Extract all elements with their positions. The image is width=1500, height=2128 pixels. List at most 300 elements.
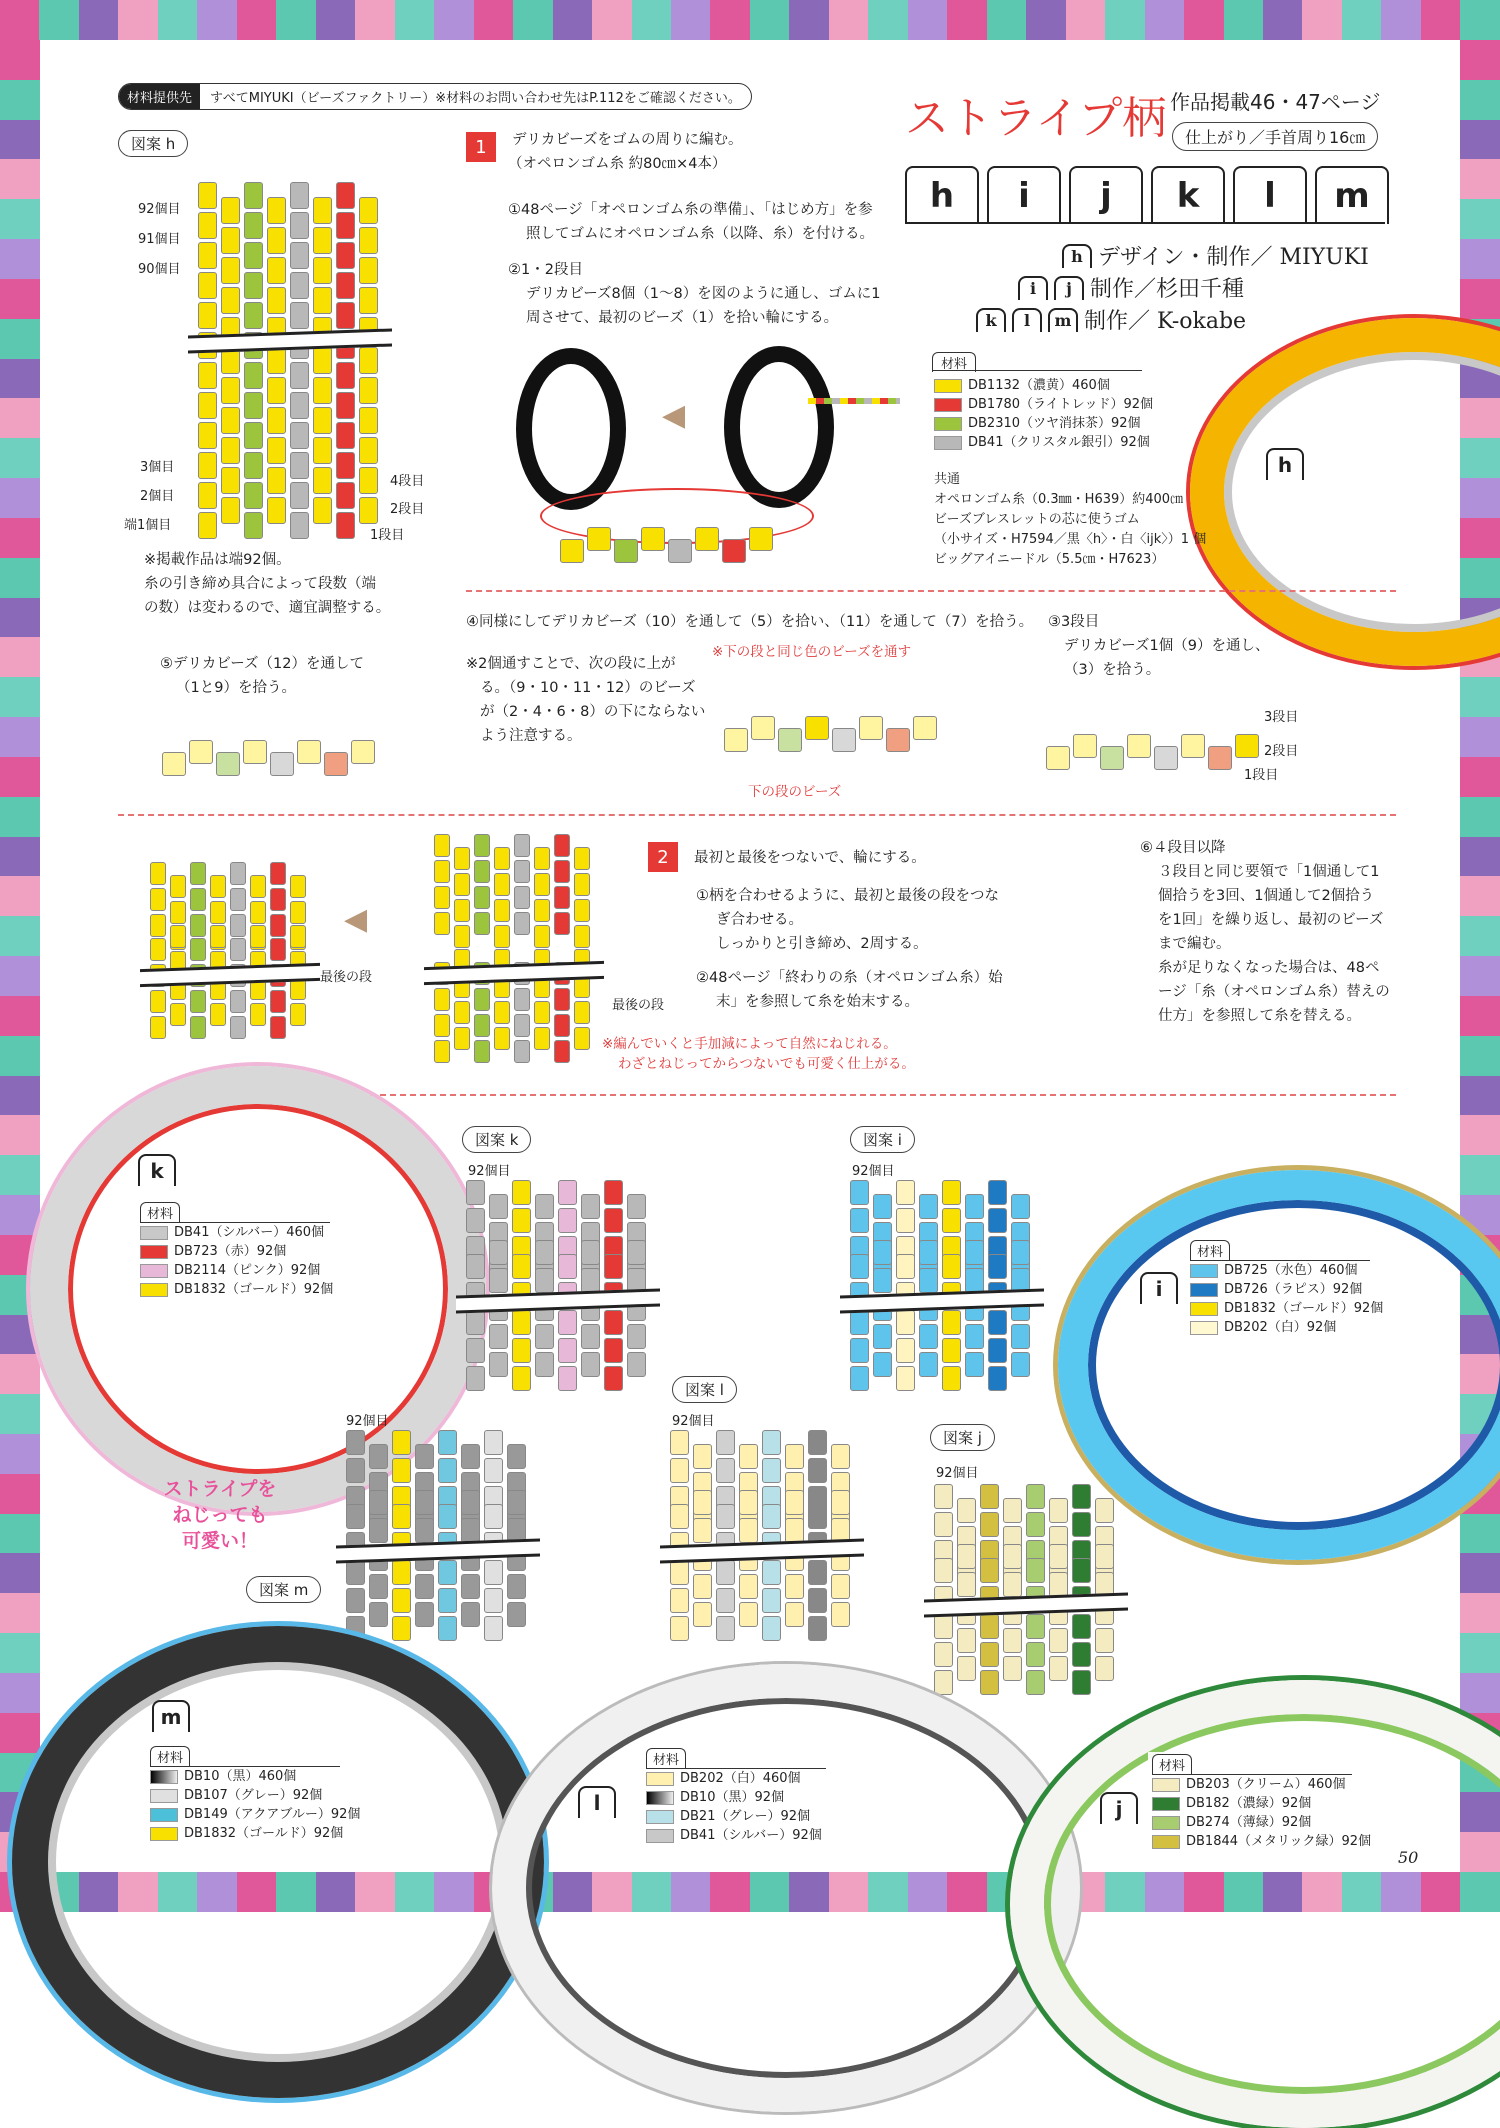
materials-l-label: 材料 (646, 1748, 686, 1768)
bead (359, 227, 378, 254)
border-tile (0, 518, 40, 558)
bracelet-k-label: k (138, 1154, 176, 1186)
bead (693, 1444, 712, 1469)
bead (1003, 1572, 1022, 1597)
bead (942, 1366, 961, 1391)
bead (554, 834, 570, 857)
border-tile (0, 1076, 40, 1116)
bead (762, 1560, 781, 1585)
bead (359, 407, 378, 434)
bead (244, 242, 263, 269)
bead (762, 1430, 781, 1455)
bead (210, 925, 226, 948)
bead (670, 1504, 689, 1529)
bead (919, 1352, 938, 1377)
border-tile (197, 0, 236, 40)
bead (574, 899, 590, 922)
border-tile (868, 0, 907, 40)
border-tile (1460, 1155, 1500, 1195)
bead (324, 752, 348, 776)
bead (346, 1588, 365, 1613)
variant-key: j (1069, 166, 1143, 224)
swatch-icon (934, 398, 962, 412)
join-diagram-2 (434, 834, 600, 1066)
bead (466, 1180, 485, 1205)
material-item: DB202（白）92個 (1190, 1318, 1383, 1337)
bead (290, 272, 309, 299)
bead (514, 988, 530, 1011)
bead (190, 914, 206, 937)
row-label: 92個目 (138, 202, 181, 217)
materials-m (146, 1744, 364, 1845)
bead (494, 925, 510, 948)
bead (221, 287, 240, 314)
bead (170, 901, 186, 924)
bead (512, 1366, 531, 1391)
bead (1100, 746, 1124, 770)
bead (290, 302, 309, 329)
bead (244, 182, 263, 209)
step-1-text: 照してゴムにオペロンゴム糸（以降、糸）を付ける。 (526, 226, 874, 242)
arrow-left-icon: ◀ (662, 398, 686, 433)
common-item: オペロンゴム糸（0.3㎜・H639）約400㎝ (934, 492, 1184, 507)
bead (150, 938, 166, 961)
bead (438, 1560, 457, 1585)
step-1-text: デリカビーズ8個（1〜8）を図のように通し、ゴムに1 (526, 286, 881, 302)
bead (716, 1458, 735, 1483)
border-tile (908, 0, 947, 40)
bead (965, 1268, 984, 1293)
bead (507, 1444, 526, 1469)
bead (1049, 1498, 1068, 1523)
bead (415, 1574, 434, 1599)
bead (454, 873, 470, 896)
bead (434, 1040, 450, 1063)
row-label: 端1個目 (124, 518, 172, 533)
bead (1095, 1656, 1114, 1681)
row-label-right: 4段目 (390, 474, 425, 489)
bead (313, 227, 332, 254)
swatch-icon (934, 417, 962, 431)
pattern-m-grid (346, 1430, 536, 1644)
step-1-number: 1 (466, 132, 496, 162)
bead (270, 914, 286, 937)
bead (198, 302, 217, 329)
bead (1049, 1656, 1068, 1681)
pattern-i-grid (850, 1180, 1040, 1394)
step-6-text: ージ「糸（オペロンゴム糸）替えの (1158, 984, 1390, 1000)
pattern-m-label: 図案 m (246, 1576, 321, 1603)
bead (534, 873, 550, 896)
step-2-red-note: ※編んでいくと手加減によって自然にねじれる。 (602, 1036, 897, 1052)
variant-key: k (1151, 166, 1225, 224)
border-tile (0, 1036, 40, 1076)
common-label: 共通 (934, 472, 961, 487)
bead (507, 1490, 526, 1515)
bead (716, 1504, 735, 1529)
count-label: 92個目 (468, 1164, 511, 1179)
material-item: DB723（赤）92個 (140, 1242, 333, 1261)
bead (1072, 1670, 1091, 1695)
step-6-text: 糸が足りなくなった場合は、48ペ (1158, 960, 1380, 976)
bead (873, 1240, 892, 1265)
bead (574, 1001, 590, 1024)
bead (1049, 1628, 1068, 1653)
materials-h-list (934, 376, 1153, 452)
bead (198, 272, 217, 299)
bead (988, 1310, 1007, 1335)
bead (1011, 1194, 1030, 1219)
border-tile (355, 0, 394, 40)
bead (805, 716, 829, 740)
bead (474, 886, 490, 909)
materials-m-label: 材料 (150, 1746, 190, 1766)
bead (574, 847, 590, 870)
bracelet-m-label: m (152, 1700, 190, 1732)
bead (359, 377, 378, 404)
bead (244, 362, 263, 389)
bead (346, 1458, 365, 1483)
bead (170, 875, 186, 898)
bead (873, 1324, 892, 1349)
border-tile (1460, 1036, 1500, 1076)
bead (484, 1458, 503, 1483)
border-right (1460, 40, 1500, 1872)
bead (198, 422, 217, 449)
elastic-ring-diagram (724, 346, 834, 508)
border-tile (0, 1553, 40, 1593)
bead (534, 925, 550, 948)
bead (336, 512, 355, 539)
bead (230, 1016, 246, 1039)
border-tile (513, 0, 552, 40)
bead (896, 1338, 915, 1363)
divider (118, 814, 1396, 816)
border-tile (0, 239, 40, 279)
bead (1026, 1642, 1045, 1667)
bead (313, 437, 332, 464)
bead (243, 740, 267, 764)
bead (514, 912, 530, 935)
credit-make-okabe: k l m 制作／ K-okabe (976, 304, 1246, 335)
bead (434, 1014, 450, 1037)
bead (670, 1560, 689, 1585)
border-tile (1460, 956, 1500, 996)
materials-h-label: 材料 (932, 352, 976, 372)
bead (942, 1338, 961, 1363)
bead (359, 497, 378, 524)
bead (934, 1642, 953, 1667)
bead (965, 1324, 984, 1349)
material-item: DB182（濃緑）92個 (1152, 1794, 1371, 1813)
row-label: 2個目 (140, 489, 175, 504)
border-tile (1460, 916, 1500, 956)
border-tile (0, 1713, 40, 1753)
bead (873, 1352, 892, 1377)
bead (1011, 1324, 1030, 1349)
bead (210, 901, 226, 924)
row-label-right: 2段目 (390, 502, 425, 517)
bead (216, 752, 240, 776)
bead (716, 1560, 735, 1585)
bead (221, 497, 240, 524)
swatch-icon (934, 436, 962, 450)
bead (415, 1518, 434, 1543)
bead (466, 1310, 485, 1335)
bead (641, 527, 665, 551)
bead (739, 1574, 758, 1599)
border-tile (1460, 1673, 1500, 1713)
bead (670, 1588, 689, 1613)
bead (466, 1338, 485, 1363)
material-item: DB2114（ピンク）92個 (140, 1261, 333, 1280)
bead (290, 1003, 306, 1026)
materials-j-label: 材料 (1152, 1754, 1192, 1774)
border-tile (0, 120, 40, 160)
bead (942, 1208, 961, 1233)
page-reference: 作品掲載46・47ページ (1170, 90, 1381, 114)
bead (534, 847, 550, 870)
border-tile (0, 359, 40, 399)
bead (942, 1310, 961, 1335)
common-item: ビッグアイニードル（5.5㎝・H7623） (934, 552, 1165, 567)
bead (359, 287, 378, 314)
bead (170, 925, 186, 948)
bead (554, 1014, 570, 1037)
border-tile (592, 0, 631, 40)
bead (494, 873, 510, 896)
border-tile (1460, 279, 1500, 319)
bead (957, 1656, 976, 1681)
bead (693, 1602, 712, 1627)
bead (150, 862, 166, 885)
bead (267, 287, 286, 314)
material-item: DB726（ラピス）92個 (1190, 1280, 1383, 1299)
bead (554, 1040, 570, 1063)
bead (693, 1574, 712, 1599)
bead (980, 1670, 999, 1695)
step-6-text: ３段目と同じ要領で「1個通して1 (1158, 864, 1380, 880)
bead (244, 452, 263, 479)
bead (832, 728, 856, 752)
bead (514, 860, 530, 883)
border-tile (829, 0, 868, 40)
bead (560, 539, 584, 563)
bead (250, 925, 266, 948)
bead (850, 1366, 869, 1391)
bead (221, 437, 240, 464)
border-tile (1302, 0, 1341, 40)
bead (808, 1430, 827, 1455)
bead (581, 1324, 600, 1349)
border-tile (39, 0, 78, 40)
border-tile (789, 0, 828, 40)
bead (346, 1560, 365, 1585)
bead (896, 1310, 915, 1335)
bead (535, 1268, 554, 1293)
border-tile (1184, 0, 1223, 40)
bead (778, 728, 802, 752)
step-3-text: デリカビーズ1個（9）を通し、 (1064, 638, 1270, 654)
bead (514, 1040, 530, 1063)
bead (574, 873, 590, 896)
material-item: DB725（水色）460個 (1190, 1261, 1383, 1280)
border-tile (0, 319, 40, 359)
border-tile (553, 0, 592, 40)
border-tile (0, 1434, 40, 1474)
bead (434, 886, 450, 909)
bead (1208, 746, 1232, 770)
bead (1127, 734, 1151, 758)
bead (270, 990, 286, 1013)
border-tile (671, 0, 710, 40)
bracelet-l-label: l (578, 1786, 616, 1818)
bead (980, 1558, 999, 1583)
bead (313, 347, 332, 374)
border-tile (0, 0, 39, 40)
bead (980, 1642, 999, 1667)
bead (808, 1458, 827, 1483)
bead (267, 377, 286, 404)
bead (627, 1240, 646, 1265)
step-6-text: 仕方」を参照して糸を替える。 (1158, 1008, 1361, 1024)
bead (198, 482, 217, 509)
border-tile (1460, 40, 1500, 80)
bead (581, 1352, 600, 1377)
materials-l (642, 1746, 830, 1847)
bead (198, 362, 217, 389)
bead (484, 1430, 503, 1455)
bead (988, 1366, 1007, 1391)
bead (250, 1003, 266, 1026)
bead (1181, 734, 1205, 758)
bead (267, 437, 286, 464)
step-3-row-label: 2段目 (1264, 744, 1299, 759)
bead (290, 482, 309, 509)
bead (190, 990, 206, 1013)
step-4-red-bottom: 下の段のビーズ (748, 784, 842, 800)
bead (1073, 734, 1097, 758)
variant-key: l (1233, 166, 1307, 224)
bead (534, 1027, 550, 1050)
bead (1046, 746, 1070, 770)
bead (512, 1310, 531, 1335)
bead (627, 1324, 646, 1349)
bead (604, 1208, 623, 1233)
bead (554, 860, 570, 883)
bead (489, 1240, 508, 1265)
bead (336, 452, 355, 479)
bead (336, 212, 355, 239)
step-1-sub: （オペロンゴム糸 約80㎝×4本） (508, 156, 727, 172)
step-5-text: （1と9）を拾う。 (176, 680, 296, 696)
bead (150, 1016, 166, 1039)
bead (369, 1490, 388, 1515)
border-tile (0, 637, 40, 677)
bead (693, 1490, 712, 1515)
bead (512, 1208, 531, 1233)
bead (604, 1180, 623, 1205)
step-2-text: ①柄を合わせるように、最初と最後の段をつな (696, 888, 999, 904)
bead (581, 1268, 600, 1293)
border-tile (1460, 1633, 1500, 1673)
material-item: DB107（グレー）92個 (150, 1786, 360, 1805)
border-tile (395, 0, 434, 40)
join-diagram-1 (150, 862, 316, 1042)
pattern-k-label: 図案 k (462, 1126, 531, 1153)
bead (668, 539, 692, 563)
bead (859, 716, 883, 740)
border-tile (1460, 677, 1500, 717)
bead (514, 1014, 530, 1037)
bead (614, 539, 638, 563)
bracelet-j-photo (1010, 1680, 1500, 2128)
border-tile (1460, 876, 1500, 916)
bead (244, 272, 263, 299)
bead (934, 1512, 953, 1537)
bead (934, 1484, 953, 1509)
bead (919, 1194, 938, 1219)
border-tile (1460, 1076, 1500, 1116)
border-tile (710, 0, 749, 40)
material-item: DB1832（ゴールド）92個 (150, 1824, 360, 1843)
bead (739, 1518, 758, 1543)
bead (716, 1588, 735, 1613)
bead (762, 1616, 781, 1641)
bead (1026, 1484, 1045, 1509)
bead (434, 912, 450, 935)
bead (466, 1366, 485, 1391)
bead (230, 862, 246, 885)
bead (785, 1574, 804, 1599)
bead (896, 1208, 915, 1233)
bead (267, 347, 286, 374)
bead (1026, 1558, 1045, 1583)
border-tile (632, 0, 671, 40)
step-4-note: よう注意する。 (480, 728, 582, 744)
bead (957, 1628, 976, 1653)
bead (558, 1366, 577, 1391)
bracelet-h-photo (1190, 318, 1500, 666)
materials-i (1186, 1238, 1387, 1339)
border-tile (1460, 837, 1500, 877)
bead (434, 988, 450, 1011)
material-item: DB10（黒）92個 (646, 1788, 826, 1807)
bead (749, 527, 773, 551)
bead (392, 1588, 411, 1613)
row-label: 90個目 (138, 262, 181, 277)
bead (392, 1504, 411, 1529)
border-tile (1460, 757, 1500, 797)
bead (512, 1254, 531, 1279)
border-tile (0, 80, 40, 120)
border-tile (0, 1514, 40, 1554)
bead (535, 1194, 554, 1219)
bracelet-h-label: h (1266, 448, 1304, 480)
border-tile (0, 159, 40, 199)
bead (369, 1602, 388, 1627)
bead (1011, 1352, 1030, 1377)
border-tile (1460, 159, 1500, 199)
pattern-j-grid (934, 1484, 1124, 1698)
bead (198, 242, 217, 269)
bead (150, 914, 166, 937)
bead (1026, 1512, 1045, 1537)
step-2-red-note: わざとねじってからつないでも可愛く仕上がる。 (618, 1056, 915, 1072)
bead (313, 287, 332, 314)
bead (190, 1016, 206, 1039)
bead (474, 1040, 490, 1063)
